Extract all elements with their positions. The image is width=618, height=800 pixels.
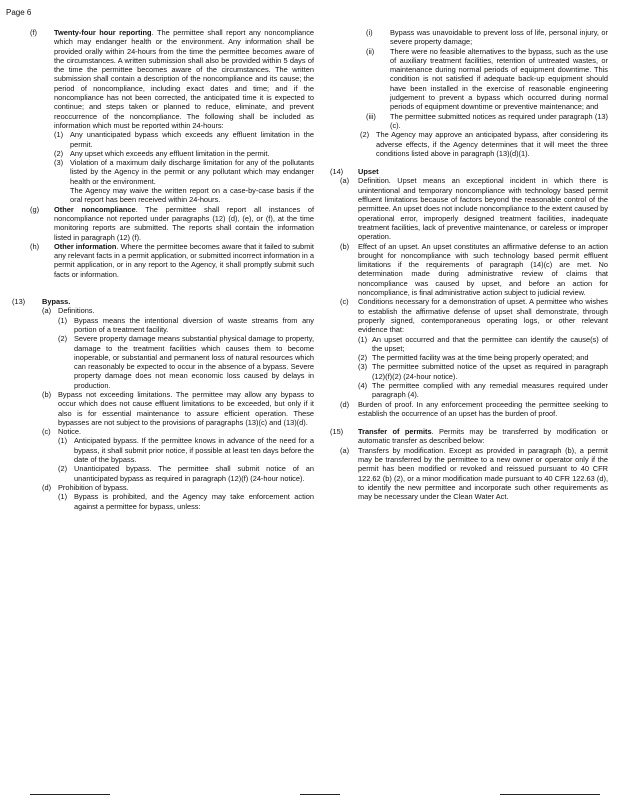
sub-d (340, 400, 608, 419)
heading: Other noncompliance (54, 204, 136, 214)
item-text: Unanticipated bypass. The permittee shall submit notice of an unanticipated bypass as required in paragraph (12)(f) (24-hour notice). (74, 464, 314, 483)
section-body (42, 297, 314, 511)
sub-b (42, 390, 314, 427)
item-text: Bypass not exceeding limitations. The permittee may allow any bypass to occur which does not cause effluent limitations to be exceeded, but only if it also is for essential maintenance to assure efficient operation. These bypasses are not subject to the provisions of paragraphs (13)(c) and (13)(d). (58, 389, 314, 427)
list-item (358, 362, 608, 381)
item-body (58, 483, 314, 511)
item-text: The permittee complied with any remedial measures required under paragraph (4). (372, 380, 608, 400)
section-body (340, 167, 608, 418)
sub-a (340, 446, 608, 502)
item-number: (i) (366, 28, 373, 37)
roman-list (330, 28, 608, 130)
item-text: Conditions necessary for a demonstration of upset. A permittee who wishes to establish the affirmative defense of upset shall demonstrate, through properly signed, contemporaneous operating logs, or other relevant evidence that: (358, 297, 608, 335)
item-text: There were no feasible alternatives to the bypass, such as the use of auxiliary treatment facilities, retention of untreated wastes, or maintenance during normal periods of equipment downtime. This condition is not satisfied if adequate back-up equipment should have been installed in the exercise of reasonable engineering judgement to prevent a bypass which occurred during normal periods of equipment downtime or preventive maintenance; and (390, 46, 608, 112)
paragraph: . The permittee shall report any noncompliance which may endanger health or the environment. Any information shall be provided orally within 24-hours from the time the permittee becomes aware of the circumstances. A written submission shall also be provided within 5 days of the time the permittee becomes aware of the circumstances. The written submission shall contain a description of the noncompliance and its cause; the period of noncompliance, including exact dates and time; and if the noncompliance has not been corrected, the anticipated time it is expected to continue; and steps taken or planned to reduce, eliminate, and prevent reoccurrence of the noncompliance. The following shall be included as information which must be reported within 24-hours: (54, 28, 314, 130)
list-item (58, 436, 314, 464)
list-item (366, 28, 608, 47)
list-item (366, 47, 608, 112)
item-number: (a) (340, 176, 350, 186)
item-number: (d) (340, 399, 350, 409)
item-number: (4) (358, 380, 368, 390)
heading: Upset (358, 167, 379, 177)
item-number: (b) (42, 389, 52, 399)
section-g (12, 205, 314, 242)
heading: Other information (54, 241, 117, 251)
sub-c (42, 427, 314, 483)
item-text: Bypass means the intentional diversion of waste streams from any portion of a treatment facility. (74, 315, 314, 334)
item-body (58, 306, 314, 390)
item-number: (c) (42, 427, 51, 437)
item-text: An upset occurred and that the permittee can identify the cause(s) of the upset; (372, 334, 608, 353)
list-item (58, 492, 314, 511)
item-text: The permittee submitted notice of the upset as required in paragraph (12)(f)(2) (24-hour notice). (372, 362, 608, 381)
section-13 (12, 297, 314, 511)
paragraph: . Permits may be transferred by modification or automatic transfer as described below: (358, 427, 608, 446)
right-column (330, 28, 608, 502)
sub-a (340, 176, 608, 241)
left-column (12, 28, 314, 511)
item-body (54, 205, 314, 242)
list-item (54, 130, 314, 149)
item-number: (1) (358, 334, 368, 344)
sub-c (340, 297, 608, 399)
item-number: (1) (58, 492, 68, 502)
item-number: (2) (54, 148, 64, 158)
item-number: (3) (358, 362, 368, 372)
heading: Transfer of permits (358, 427, 432, 437)
item-number: (b) (340, 241, 350, 251)
sub-d (42, 483, 314, 511)
section-number: (14) (330, 167, 344, 177)
item-number: (2) (360, 130, 370, 140)
section-f (12, 28, 314, 205)
item-text: Transfers by modification. Except as provided in paragraph (b), a permit may be transferred by the permittee to a new owner or operator only if the permit has been modified or revoked and reissued pursuant to 40 CFR 122.62 (b) (2), or a minor modification made pursuant to 40 CFR 122.63 (d), to identify the new permittee and incorporate such other requirements as may be necessary under the Clean Water Act. (358, 445, 608, 502)
item-text: Burden of proof. In any enforcement proceeding the permittee seeking to establish the occurrence of an upset has the burden of proof. (358, 399, 608, 418)
item-number: (d) (42, 482, 52, 492)
item-number: (2) (358, 353, 368, 363)
paragraph: . The permittee shall report all instances of noncompliance not reported under paragraphs (12) (d), (e), or (f), at the time monitoring reports are submitted. The reports shall contain the information listed in paragraph (12) (f). (54, 204, 314, 242)
item-number: (3) (54, 158, 64, 168)
list-item (54, 149, 314, 158)
sub-title: Notice. (58, 427, 82, 437)
list-item (358, 381, 608, 400)
list-item (358, 353, 608, 362)
item-body (58, 427, 314, 483)
list-item (330, 130, 608, 158)
section-h (12, 242, 314, 279)
sub-title: Definitions. (58, 306, 95, 316)
item-text: Anticipated bypass. If the permittee knows in advance of the need for a bypass, it shall submit prior notice, if possible at least ten days before the date of the bypass. (74, 436, 314, 465)
item-text: Bypass was unavoidable to prevent loss of life, personal injury, or severe property damage; (390, 28, 608, 47)
item-text: The permitted facility was at the time being properly operated; and (372, 353, 589, 363)
list-item (366, 112, 608, 131)
item-body (54, 28, 314, 205)
page-number: Page 6 (6, 8, 32, 17)
footer-rule-right (500, 794, 600, 795)
item-text: Any unanticipated bypass which exceeds any effluent limitation in the permit. (70, 130, 314, 149)
section-number: (15) (330, 427, 344, 437)
item-text: The permittee submitted notices as required under paragraph (13)(c). (390, 111, 608, 130)
section-14 (330, 167, 608, 418)
list-item (358, 335, 608, 354)
item-text: Violation of a maximum daily discharge limitation for any of the pollutants listed by the Agency in the permit or any pollutant which may endanger health or the environment. (70, 158, 314, 186)
item-text: Effect of an upset. An upset constitutes an affirmative defense to an action brought for noncompliance with such technology based permit effluent limitations if the requirements of paragraph (14)(c) are met. No determination made during administrative review of claims that noncompliance was caused by upset, and before an action for noncompliance, is final administrative action subject to judicial review. (358, 241, 608, 298)
item-number: (ii) (366, 46, 375, 56)
footer-rule-left (30, 794, 110, 795)
waiver-text: The Agency may waive the written report on a case-by-case basis if the oral report has been received within 24-hours. (70, 186, 314, 205)
item-body (358, 297, 608, 399)
sub-a (42, 306, 314, 390)
item-number: (g) (30, 204, 40, 214)
heading: Bypass. (42, 297, 71, 307)
heading: Twenty-four hour reporting (54, 28, 152, 37)
item-text: Definition. Upset means an exceptional incident in which there is unintentional and temporary noncompliance with technology based permit effluent limitations because of factors beyond the reasonable control of the permittee. An upset does not include noncompliance to the extent caused by operational error, improperly designed treatment facilities, inadequate treatment facilities, lack of preventive maintenance, or careless or improper operation. (358, 176, 608, 242)
section-body (340, 427, 608, 502)
list-item (58, 316, 314, 335)
section-number: (13) (12, 297, 26, 307)
list-item (58, 464, 314, 483)
paragraph: . Where the permittee becomes aware that it failed to submit any relevant facts in a permit application, or submitted incorrect information in a permit application, or in any report to the Agency, it shall promptly submit such facts or information. (54, 241, 314, 279)
item-number: (2) (58, 464, 68, 474)
item-text: Any upset which exceeds any effluent limitation in the permit. (70, 148, 270, 158)
item-number: (2) (58, 334, 68, 344)
item-number: (a) (42, 306, 52, 316)
item-number: (1) (58, 436, 68, 446)
item-text: Severe property damage means substantial physical damage to property, damage to the treatment facilities which causes them to become inoperable, or substantial and permanent loss of natural resources which can reasonably be expected to occur in the absence of a bypass. Severe property damage does not mean economic loss caused by delays in production. (74, 334, 314, 390)
item-text: The Agency may approve an anticipated bypass, after considering its adverse effects, if the Agency determines that it will meet the three conditions listed above in paragraph (13)(d)(1). (376, 130, 608, 158)
item-number: (iii) (366, 111, 376, 121)
item-number: (1) (58, 315, 68, 325)
item-text: Bypass is prohibited, and the Agency may take enforcement action against a permittee for bypass, unless: (74, 492, 314, 511)
item-number: (h) (30, 241, 40, 251)
item-number: (a) (340, 445, 350, 455)
item-number: (1) (54, 130, 64, 140)
sub-title: Prohibition of bypass. (58, 482, 129, 492)
item-number: (f) (30, 28, 37, 37)
list-item (54, 158, 314, 186)
sub-b (340, 242, 608, 298)
item-body (54, 242, 314, 279)
footer-rule-mid (300, 794, 340, 795)
section-15 (330, 427, 608, 501)
item-number: (c) (340, 297, 349, 307)
list-item (58, 334, 314, 390)
